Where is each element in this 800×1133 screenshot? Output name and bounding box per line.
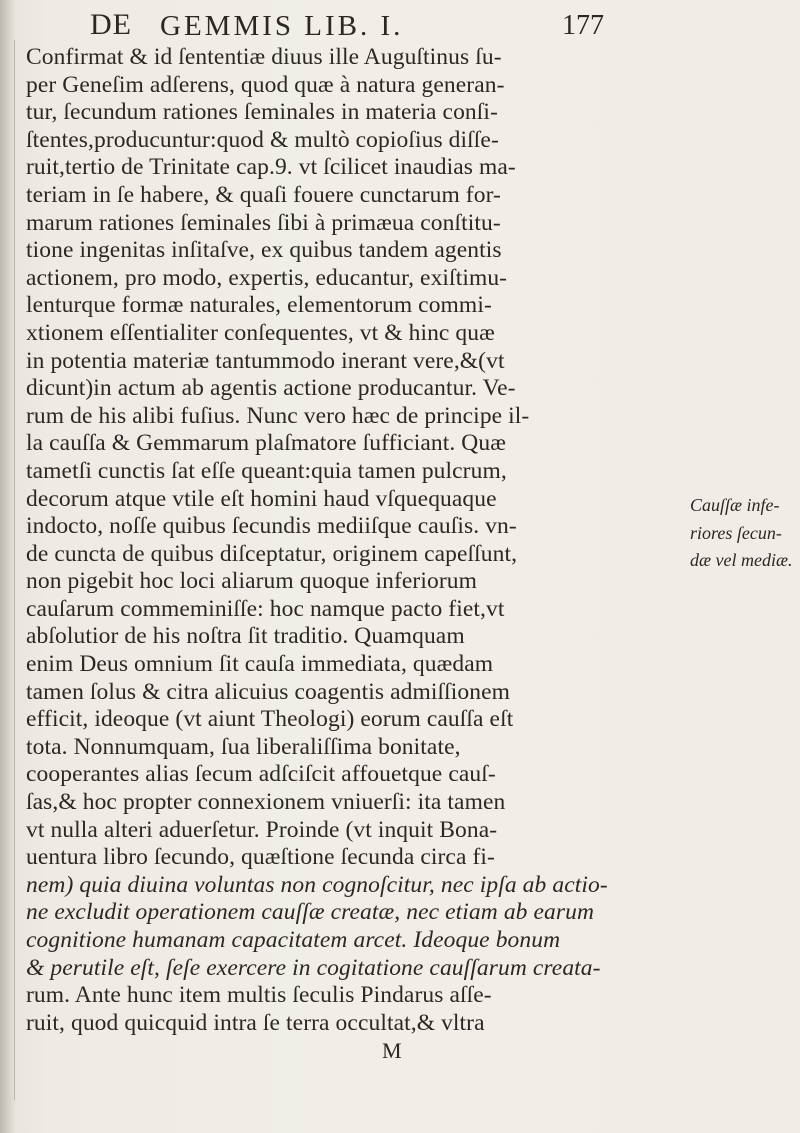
text-line: de cuncta de quibus diſceptatur, originem capeſſunt, [26,540,518,567]
text-line: & perutile eſt, ſeſe exercere in cogitatione cauſſarum creata- [26,954,601,981]
text-line: ſtentes,producuntur:quod & multò copioſius diſſe- [26,126,499,153]
text-line: ſas,& hoc propter connexionem vniuerſi: ita tamen [26,789,506,816]
text-line: ne excludit operationem cauſſæ creatæ, nec etiam ab earum [26,899,595,926]
text-line: teriam in ſe habere, & quaſi fouere cunctarum for- [26,181,501,208]
running-head-title: GEMMIS LIB. I. [160,10,404,42]
text-line: marum rationes ſeminales ſibi à primæua conſtitu- [26,209,501,236]
text-line: indocto, noſſe quibus ſecundis mediiſque cauſis. vn- [26,513,517,540]
signature-mark: M [382,1038,402,1063]
text-line: tamen ſolus & citra alicuius coagentis admiſſionem [26,678,511,705]
text-line: xtionem eſſentialiter conſequentes, vt & hinc quæ [26,319,495,346]
text-line: tur, ſecundum rationes ſeminales in materia conſi- [26,99,498,126]
marginal-note-line: dæ vel mediæ. [690,550,793,571]
text-line: in potentia materiæ tantummodo inerant vere,&(vt [26,347,505,374]
text-line: Confirmat & id ſententiæ diuus ille Auguſtinus ſu- [26,44,502,70]
running-head-prefix: DE [90,8,132,41]
text-line: cognitione humanam capacitatem arcet. Ideoque bonum [26,927,561,953]
text-line: lenturque formæ naturales, elementorum commi- [26,292,492,319]
marginal-note-line: riores ſecun- [690,522,782,543]
text-line: ruit,tertio de Trinitate cap.9. vt ſcilicet inaudias ma- [26,154,516,181]
text-line: cooperantes alias ſecum adſciſcit affouetque cauſ- [26,761,496,788]
marginal-note [690,492,798,575]
text-line: per Geneſim adſerens, quod quæ à natura generan- [26,71,505,98]
text-line: la cauſſa & Gemmarum plaſmatore ſufficiant. Quæ [26,430,506,457]
text-line: abſolutior de his noſtra ſit traditio. Quamquam [26,623,465,650]
text-line: enim Deus omnium ſit cauſa immediata, quædam [26,651,494,678]
text-line: tione ingenitas inſitaſve, ex quibus tandem agentis [26,237,502,264]
text-line: nem) quia diuina voluntas non cognoſcitur, nec ipſa ab actio- [26,871,608,898]
marginal-note-line: Cauſſæ infe- [690,495,780,515]
text-line: tota. Nonnumquam, ſua liberaliſſima bonitate, [26,733,461,760]
gutter-rule [14,40,15,1100]
text-line: rum. Ante hunc item multis ſeculis Pindarus aſſe- [26,982,492,1009]
text-line: tametſi cunctis ſat eſſe queant:quia tamen pulcrum, [26,457,507,484]
text-line: decorum atque vtile eſt homini haud vſquequaque [26,485,497,512]
text-line: dicunt)in actum ab agentis actione producantur. Ve- [26,375,516,402]
text-line: non pigebit hoc loci aliarum quoque inferiorum [26,568,477,595]
text-line: efficit, ideoque (vt aiunt Theologi) eorum cauſſa eſt [26,706,514,733]
page-number: 177 [562,10,604,41]
text-line: cauſarum commeminiſſe: hoc namque pacto fiet,vt [26,595,505,622]
text-line: uentura libro ſecundo, quæſtione ſecunda circa fi- [26,844,495,871]
body-text [26,44,716,1037]
text-line: actionem, pro modo, expertis, educantur, exiſtimu- [26,264,508,291]
text-line: vt nulla alteri aduerſetur. Proinde (vt inquit Bona- [26,816,498,843]
running-head [40,6,800,42]
text-line: rum de his alibi fuſius. Nunc vero hæc de principe il- [26,402,530,429]
text-line: ruit, quod quicquid intra ſe terra occultat,& vltra [26,1009,485,1036]
